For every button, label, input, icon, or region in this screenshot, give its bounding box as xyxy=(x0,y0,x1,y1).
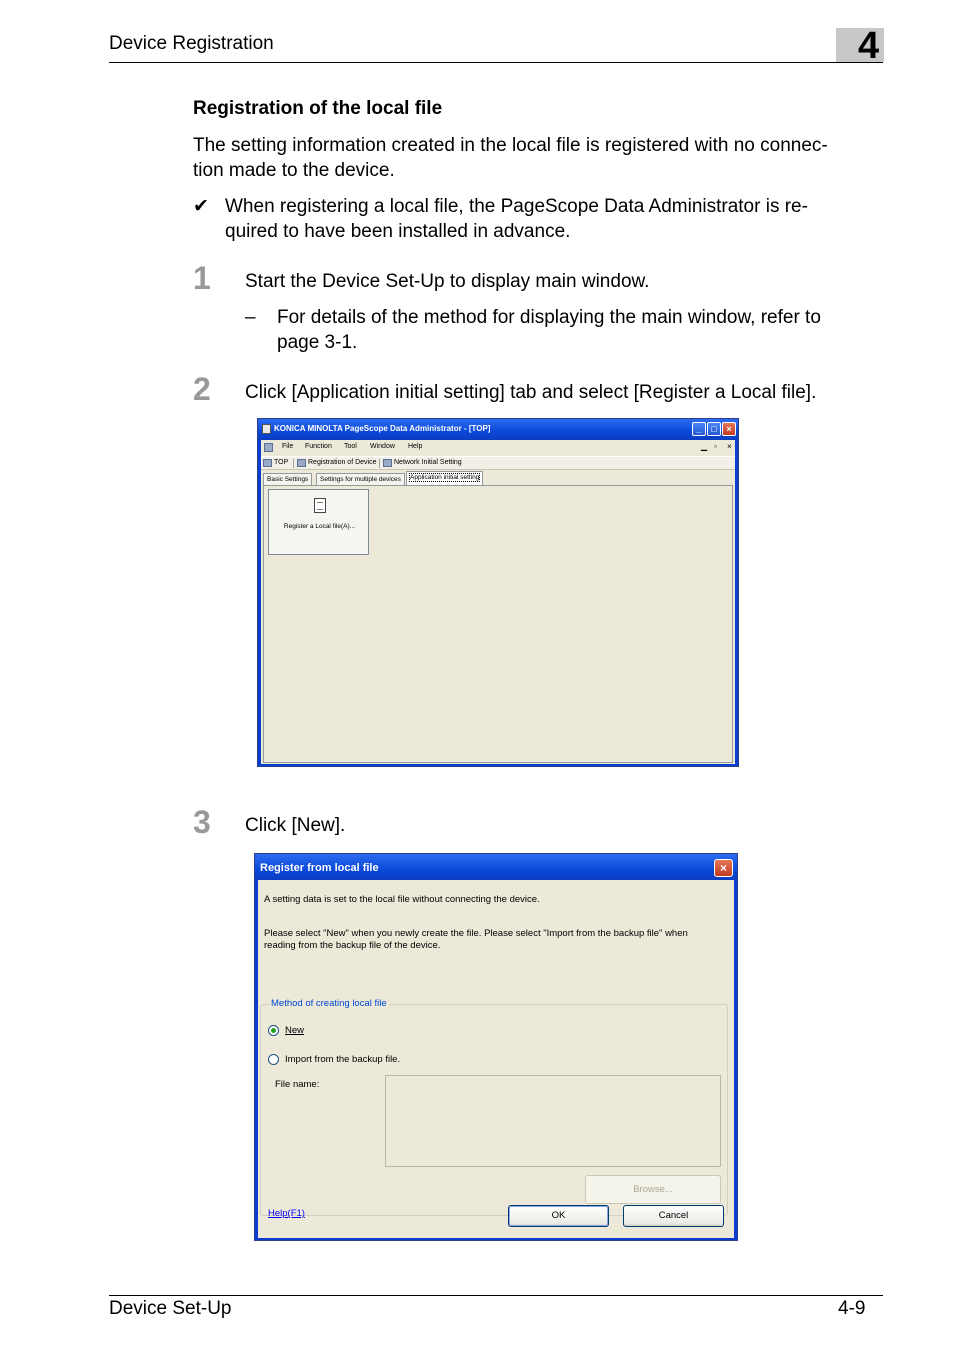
register-dialog-screenshot xyxy=(254,853,738,1241)
mdi-minimize-icon[interactable]: ▁ xyxy=(701,442,708,451)
register-local-file-label: Register a Local file(A)... xyxy=(283,523,356,530)
top-icon xyxy=(263,459,272,467)
intro-line: The setting information created in the local file is registered with no connec- xyxy=(193,135,828,156)
dialog-title: Register from local file xyxy=(260,862,379,874)
step-text: Click [New]. xyxy=(245,815,346,836)
browse-button[interactable]: Browse... xyxy=(585,1175,721,1204)
close-icon[interactable]: × xyxy=(714,859,733,877)
toolbar-network-initial-setting[interactable]: Network Initial Setting xyxy=(394,459,462,466)
step-number: 2 xyxy=(193,371,211,407)
dialog-client xyxy=(258,880,734,1238)
tab-panel xyxy=(263,485,733,763)
tab-application-initial-setting[interactable] xyxy=(406,471,483,485)
maximize-icon[interactable]: □ xyxy=(707,422,721,436)
toolbar-separator xyxy=(379,459,380,468)
mdi-restore-icon[interactable]: ▫ xyxy=(714,442,717,451)
section-title: Registration of the local file xyxy=(193,98,443,119)
main-window-client xyxy=(261,440,735,764)
toolbar xyxy=(261,456,735,470)
ok-button[interactable]: OK xyxy=(508,1205,609,1227)
radio-import[interactable] xyxy=(268,1054,279,1065)
note-check-icon: ✔ xyxy=(193,196,209,217)
mdi-child-icon xyxy=(264,443,273,452)
tab-settings-multiple-devices[interactable]: Settings for multiple devices xyxy=(316,473,405,485)
sub-step-line: For details of the method for displaying the main window, refer to xyxy=(277,307,821,328)
chapter-number: 4 xyxy=(858,25,880,67)
step-number: 3 xyxy=(193,804,211,840)
tab-strip xyxy=(261,471,735,485)
register-local-file-button[interactable] xyxy=(268,489,369,555)
dialog-instruction: Please select "New" when you newly create the file. Please select "Import from the backup file" when xyxy=(264,928,688,939)
main-window-screenshot xyxy=(257,418,739,767)
cancel-button[interactable]: Cancel xyxy=(623,1205,724,1227)
app-icon xyxy=(262,424,271,434)
toolbar-registration-of-device[interactable]: Registration of Device xyxy=(308,459,377,466)
menu-tool[interactable]: Tool xyxy=(344,443,357,450)
close-icon[interactable]: × xyxy=(722,422,736,436)
mdi-close-icon[interactable]: × xyxy=(727,442,732,451)
dialog-titlebar xyxy=(255,854,737,880)
header-rule xyxy=(109,62,883,63)
group-title: Method of creating local file xyxy=(271,998,387,1009)
toolbar-top[interactable]: TOP xyxy=(274,459,289,466)
sub-step-dash: – xyxy=(245,307,256,328)
menu-bar xyxy=(261,440,735,456)
menu-file[interactable]: File xyxy=(282,443,294,450)
minimize-icon[interactable]: _ xyxy=(692,422,706,436)
file-name-label: File name: xyxy=(275,1079,320,1090)
footer-rule xyxy=(109,1295,883,1296)
method-group xyxy=(260,998,728,1216)
step-text: Click [Application initial setting] tab and select [Register a Local file]. xyxy=(245,382,817,403)
file-name-field[interactable] xyxy=(385,1075,721,1167)
running-header: Device Registration xyxy=(109,33,274,54)
intro-line: tion made to the device. xyxy=(193,160,395,181)
tab-basic-settings[interactable]: Basic Settings xyxy=(263,473,312,485)
dialog-description: A setting data is set to the local file without connecting the device. xyxy=(264,894,540,905)
note-line: When registering a local file, the PageScope Data Administrator is re- xyxy=(225,196,808,217)
radio-import-label: Import from the backup file. xyxy=(285,1054,401,1065)
registration-icon xyxy=(297,459,306,467)
network-icon xyxy=(383,459,392,467)
radio-new[interactable] xyxy=(268,1025,279,1036)
menu-function[interactable]: Function xyxy=(305,443,332,450)
note-text xyxy=(225,194,808,244)
note-line: quired to have been installed in advance. xyxy=(225,221,571,242)
main-window-title: KONICA MINOLTA PageScope Data Administrator - [TOP] xyxy=(274,424,491,433)
tab-label: Application initial setting xyxy=(410,474,480,481)
local-file-icon xyxy=(314,498,326,513)
toolbar-separator xyxy=(293,459,294,468)
step-number: 1 xyxy=(193,260,211,296)
intro-paragraph xyxy=(193,133,828,183)
dialog-instruction: reading from the backup file of the device. xyxy=(264,940,441,951)
step-text: Start the Device Set-Up to display main window. xyxy=(245,271,650,292)
sub-step-line: page 3-1. xyxy=(277,332,358,353)
radio-new-label: New xyxy=(285,1025,305,1036)
menu-window[interactable]: Window xyxy=(370,443,395,450)
sub-step-text xyxy=(277,305,821,355)
footer-title: Device Set-Up xyxy=(109,1298,232,1319)
main-window-titlebar xyxy=(258,419,738,440)
help-link[interactable]: Help(F1) xyxy=(268,1208,305,1219)
menu-help[interactable]: Help xyxy=(408,443,423,450)
page-number: 4-9 xyxy=(838,1298,866,1319)
